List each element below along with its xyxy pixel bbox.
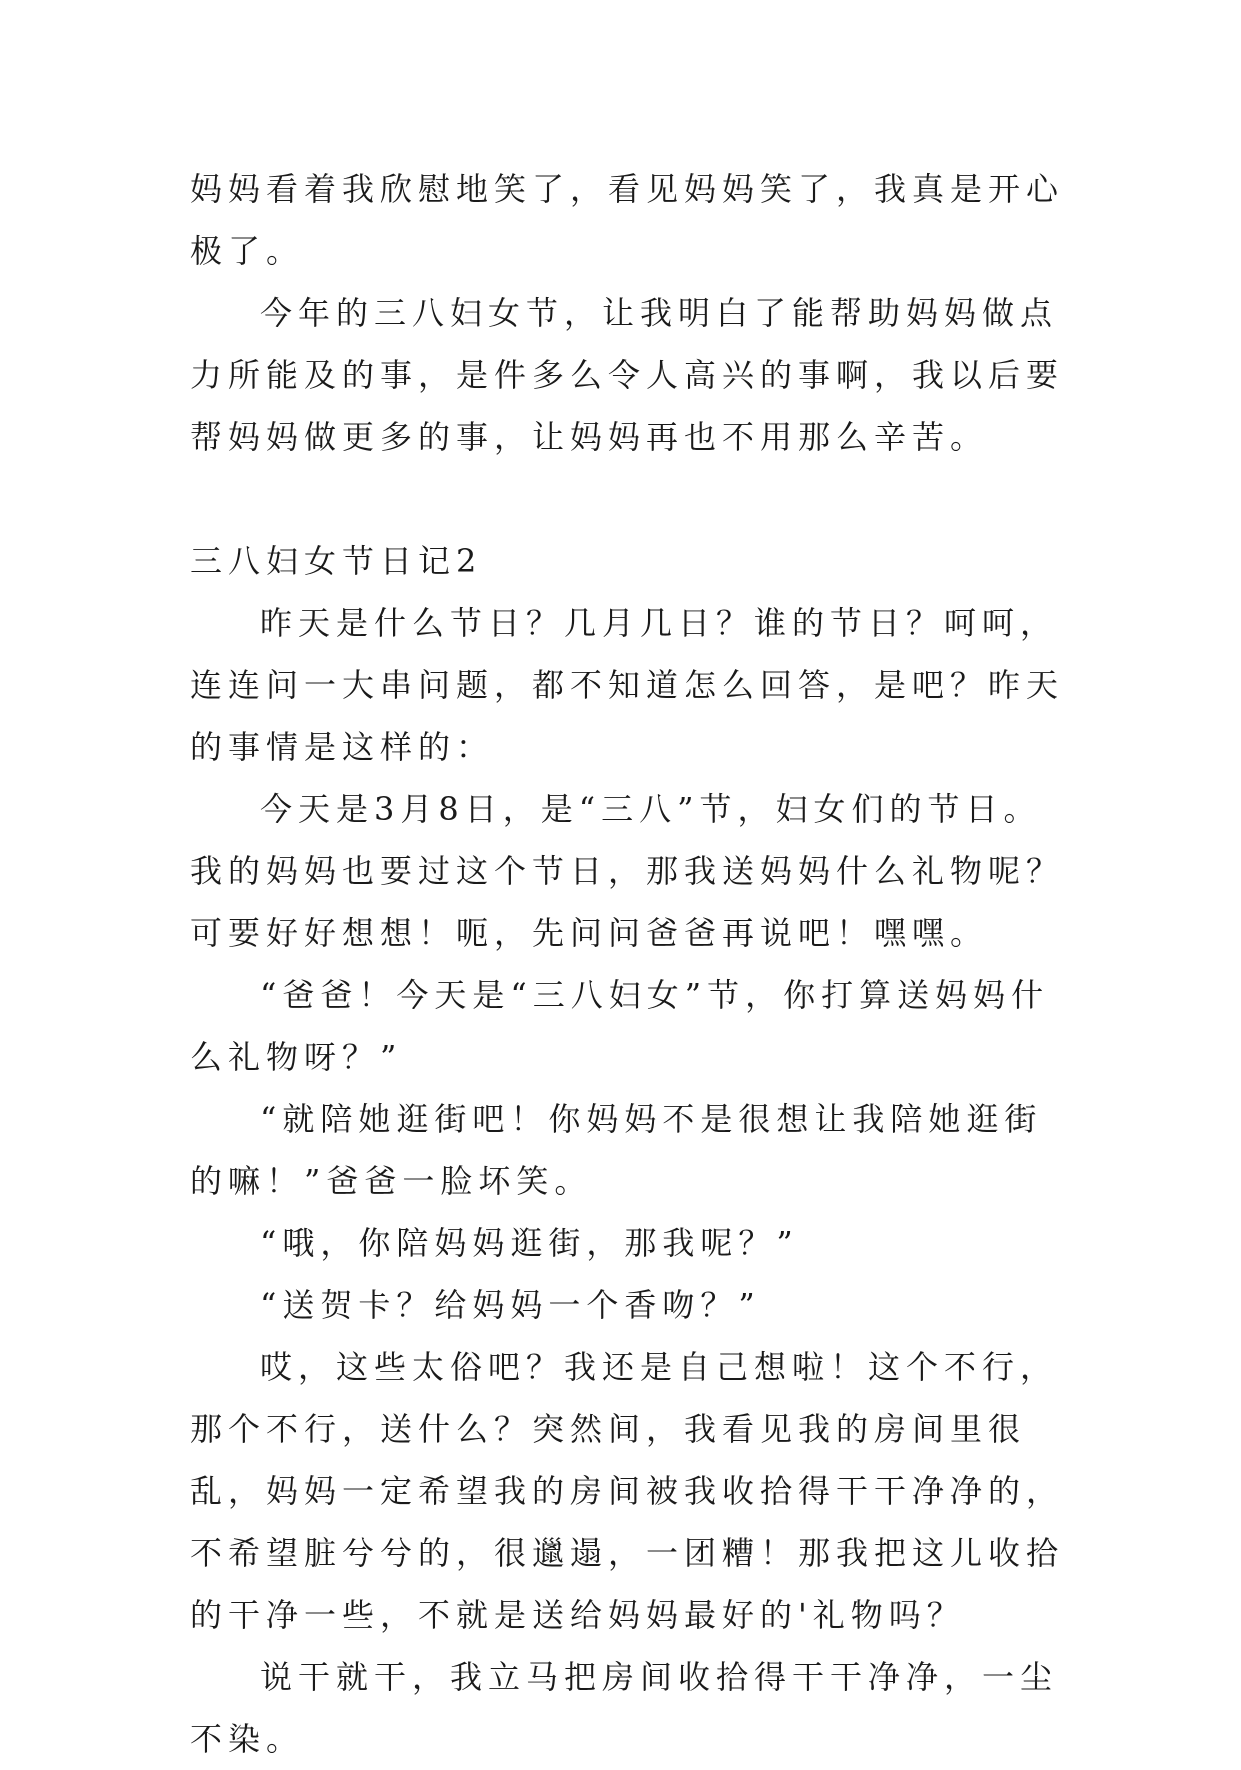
paragraph-what-about-me: “哦，你陪妈妈逛街，那我呢？”	[260, 1224, 799, 1262]
paragraph-questions: 昨天是什么节日？几月几日？谁的节日？呵呵，连连问一大串问题，都不知道怎么回答，是吧？昨天的事情是这样的：	[190, 604, 1065, 766]
paragraph-dad-reply: “就陪她逛街吧！你妈妈不是很想让我陪她逛街的嘛！”爸爸一脸坏笑。	[190, 1100, 1043, 1200]
paragraph-greeting-card: “送贺卡？给妈妈一个香吻？”	[260, 1286, 761, 1324]
paragraph-messy-room: 哎，这些太俗吧？我还是自己想啦！这个不行，那个不行，送什么？突然间，我看见我的房间里很乱，妈妈一定希望我的房间被我收拾得干干净净的，不希望脏兮兮的，很邋遢，一团糟！那我把这儿收拾的干净一些，不就是送给妈妈最好的'礼物吗？	[190, 1348, 1065, 1634]
document-body	[190, 158, 1070, 1770]
paragraph-ask-dad: “爸爸！今天是“三八妇女”节，你打算送妈妈什么礼物呀？”	[190, 976, 1050, 1076]
paragraph-clean-room: 说干就干，我立马把房间收拾得干干净净，一尘不染。	[190, 1658, 1059, 1758]
paragraph-march-eighth: 今天是3月8日，是“三八”节，妇女们的节日。我的妈妈也要过这个节日，那我送妈妈什么礼物呢？可要好好想想！呃，先问问爸爸再说吧！嘿嘿。	[190, 790, 1065, 952]
paragraph-reflection: 今年的三八妇女节，让我明白了能帮助妈妈做点力所能及的事，是件多么令人高兴的事啊，我以后要帮妈妈做更多的事，让妈妈再也不用那么辛苦。	[190, 294, 1065, 456]
paragraph-closing-line: 妈妈看着我欣慰地笑了，看见妈妈笑了，我真是开心极了。	[190, 170, 1065, 270]
section-title: 三八妇女节日记2	[190, 542, 483, 580]
